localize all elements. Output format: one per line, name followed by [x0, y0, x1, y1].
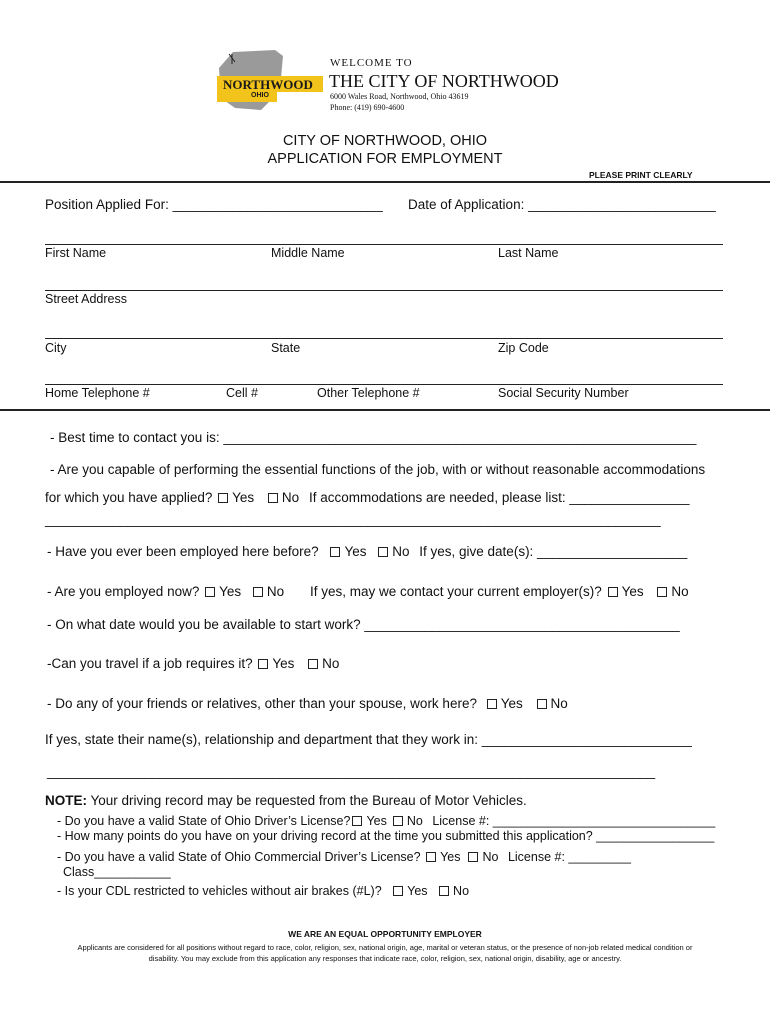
capable-no-checkbox[interactable] — [268, 493, 278, 503]
ssn-label: Social Security Number — [498, 386, 629, 400]
cell-label: Cell # — [226, 386, 258, 400]
print-clearly: PLEASE PRINT CLEARLY — [589, 170, 693, 180]
yes-label: Yes — [440, 850, 461, 864]
friends-names-field[interactable]: If yes, state their name(s), relationship and department that they work in: ____________________________ — [45, 732, 692, 747]
no-label: No — [281, 490, 300, 505]
contact-employer-yes-checkbox[interactable] — [608, 587, 618, 597]
friends-question: - Do any of your friends or relatives, other than your spouse, work here? — [47, 696, 477, 711]
home-phone-label: Home Telephone # — [45, 386, 150, 400]
yes-label: Yes — [366, 814, 387, 828]
cdl-yes-checkbox[interactable] — [426, 852, 436, 862]
cdl-class-field[interactable]: Class___________ — [63, 865, 171, 879]
phone-line[interactable] — [45, 384, 723, 385]
middle-name-label: Middle Name — [271, 246, 345, 260]
employed-before-row — [47, 544, 687, 559]
capable-question-cont: for which you have applied? — [45, 490, 213, 505]
note-text: Your driving record may be requested from the Bureau of Motor Vehicles. — [87, 793, 527, 808]
other-phone-label: Other Telephone # — [317, 386, 420, 400]
travel-row — [47, 656, 339, 671]
city-address: 6000 Wales Road, Northwood, Ohio 43619 — [330, 92, 469, 101]
city-logo — [215, 48, 325, 116]
cdl-restricted-question: - Is your CDL restricted to vehicles without air brakes (#L)? — [57, 884, 382, 898]
yes-label: Yes — [344, 544, 367, 559]
employed-dates-field[interactable]: If yes, give date(s): ____________________ — [419, 544, 688, 559]
friends-row — [47, 696, 568, 711]
contact-employer-question: If yes, may we contact your current employer(s)? — [309, 584, 602, 599]
name-line[interactable] — [45, 244, 723, 245]
start-date-question[interactable]: - On what date would you be available to start work? __________________________________________ — [47, 617, 680, 632]
license-number-field[interactable]: License #: ________________________________ — [432, 814, 716, 828]
yes-label: Yes — [407, 884, 428, 898]
employed-now-yes-checkbox[interactable] — [205, 587, 215, 597]
no-label: No — [671, 584, 689, 599]
first-name-label: First Name — [45, 246, 107, 260]
logo-word: NORTHWOOD — [223, 77, 313, 92]
state-label: State — [271, 341, 301, 355]
title-line-1: CITY OF NORTHWOOD, OHIO — [282, 133, 488, 149]
best-time-question[interactable]: - Best time to contact you is: _______________________________________________________________ — [50, 430, 697, 445]
zip-label: Zip Code — [498, 341, 549, 355]
no-label: No — [406, 814, 423, 828]
note-row — [45, 793, 527, 808]
cdl-number-field[interactable]: License #: _________ — [507, 850, 631, 864]
no-label: No — [322, 656, 340, 671]
travel-question: -Can you travel if a job requires it? — [47, 656, 253, 671]
license-row — [57, 814, 715, 828]
footer-line-1: Applicants are considered for all positions without regard to race, color, religion, sex, national origin, age, marital or veteran status, or the presence of non-job related medical condition or — [77, 943, 693, 952]
employed-before-no-checkbox[interactable] — [378, 547, 388, 557]
logo-state: OHIO — [251, 92, 269, 99]
license-no-checkbox[interactable] — [393, 816, 403, 826]
title-line-2: APPLICATION FOR EMPLOYMENT — [267, 151, 503, 167]
cdl-question: - Do you have a valid State of Ohio Commercial Driver’s License? — [57, 850, 421, 864]
date-field[interactable]: Date of Application: _________________________ — [408, 197, 716, 212]
city-line[interactable] — [45, 338, 723, 339]
city-label: City — [45, 341, 67, 355]
contact-employer-no-checkbox[interactable] — [657, 587, 667, 597]
yes-label: Yes — [621, 584, 644, 599]
capable-question: - Are you capable of performing the essential functions of the job, with or without reasonable accommodations — [50, 462, 706, 477]
friends-yes-checkbox[interactable] — [487, 699, 497, 709]
no-label: No — [550, 696, 568, 711]
no-label: No — [266, 584, 285, 599]
city-phone: Phone: (419) 690-4600 — [330, 103, 405, 112]
yes-label: Yes — [232, 490, 255, 505]
license-question: - Do you have a valid State of Ohio Driver’s License? — [57, 814, 351, 828]
top-rule — [0, 181, 770, 183]
accommodations-field[interactable]: If accommodations are needed, please list: ________________ — [308, 490, 690, 505]
eoe-statement: WE ARE AN EQUAL OPPORTUNITY EMPLOYER — [288, 929, 482, 939]
yes-label: Yes — [500, 696, 523, 711]
capable-yes-checkbox[interactable] — [218, 493, 228, 503]
cdl-restricted-no-checkbox[interactable] — [439, 886, 449, 896]
street-line[interactable] — [45, 290, 723, 291]
employed-now-question: - Are you employed now? — [47, 584, 200, 599]
employed-now-no-checkbox[interactable] — [253, 587, 263, 597]
cdl-restricted-row — [57, 884, 469, 898]
license-yes-checkbox[interactable] — [352, 816, 362, 826]
footer-line-2: disability. You may exclude from this application any responses that indicate race, color, religion, sex, national origin, disability, age or ancestry. — [148, 954, 622, 963]
mid-rule — [0, 409, 770, 411]
city-name: THE CITY OF NORTHWOOD — [329, 71, 559, 91]
position-field[interactable]: Position Applied For: ____________________________ — [45, 197, 383, 212]
employed-now-row — [47, 584, 689, 599]
employed-before-question: - Have you ever been employed here before? — [47, 544, 319, 559]
friends-no-checkbox[interactable] — [537, 699, 547, 709]
cdl-no-checkbox[interactable] — [468, 852, 478, 862]
accommodations-line[interactable]: __________________________________________________________________________________ — [45, 512, 661, 527]
travel-yes-checkbox[interactable] — [258, 659, 268, 669]
welcome-text: WELCOME TO — [330, 57, 413, 69]
capable-answer-row — [45, 490, 689, 505]
note-label: NOTE: — [45, 793, 87, 808]
employed-before-yes-checkbox[interactable] — [330, 547, 340, 557]
travel-no-checkbox[interactable] — [308, 659, 318, 669]
friends-names-line[interactable]: _________________________________________________________________________________ — [47, 764, 656, 779]
last-name-label: Last Name — [498, 246, 559, 260]
cdl-row — [57, 850, 631, 864]
street-label: Street Address — [45, 292, 127, 306]
yes-label: Yes — [272, 656, 295, 671]
cdl-restricted-yes-checkbox[interactable] — [393, 886, 403, 896]
no-label: No — [482, 850, 499, 864]
no-label: No — [392, 544, 410, 559]
no-label: No — [453, 884, 470, 898]
yes-label: Yes — [219, 584, 242, 599]
points-field[interactable]: - How many points do you have on your driving record at the time you submitted this application? _________________ — [57, 829, 715, 843]
